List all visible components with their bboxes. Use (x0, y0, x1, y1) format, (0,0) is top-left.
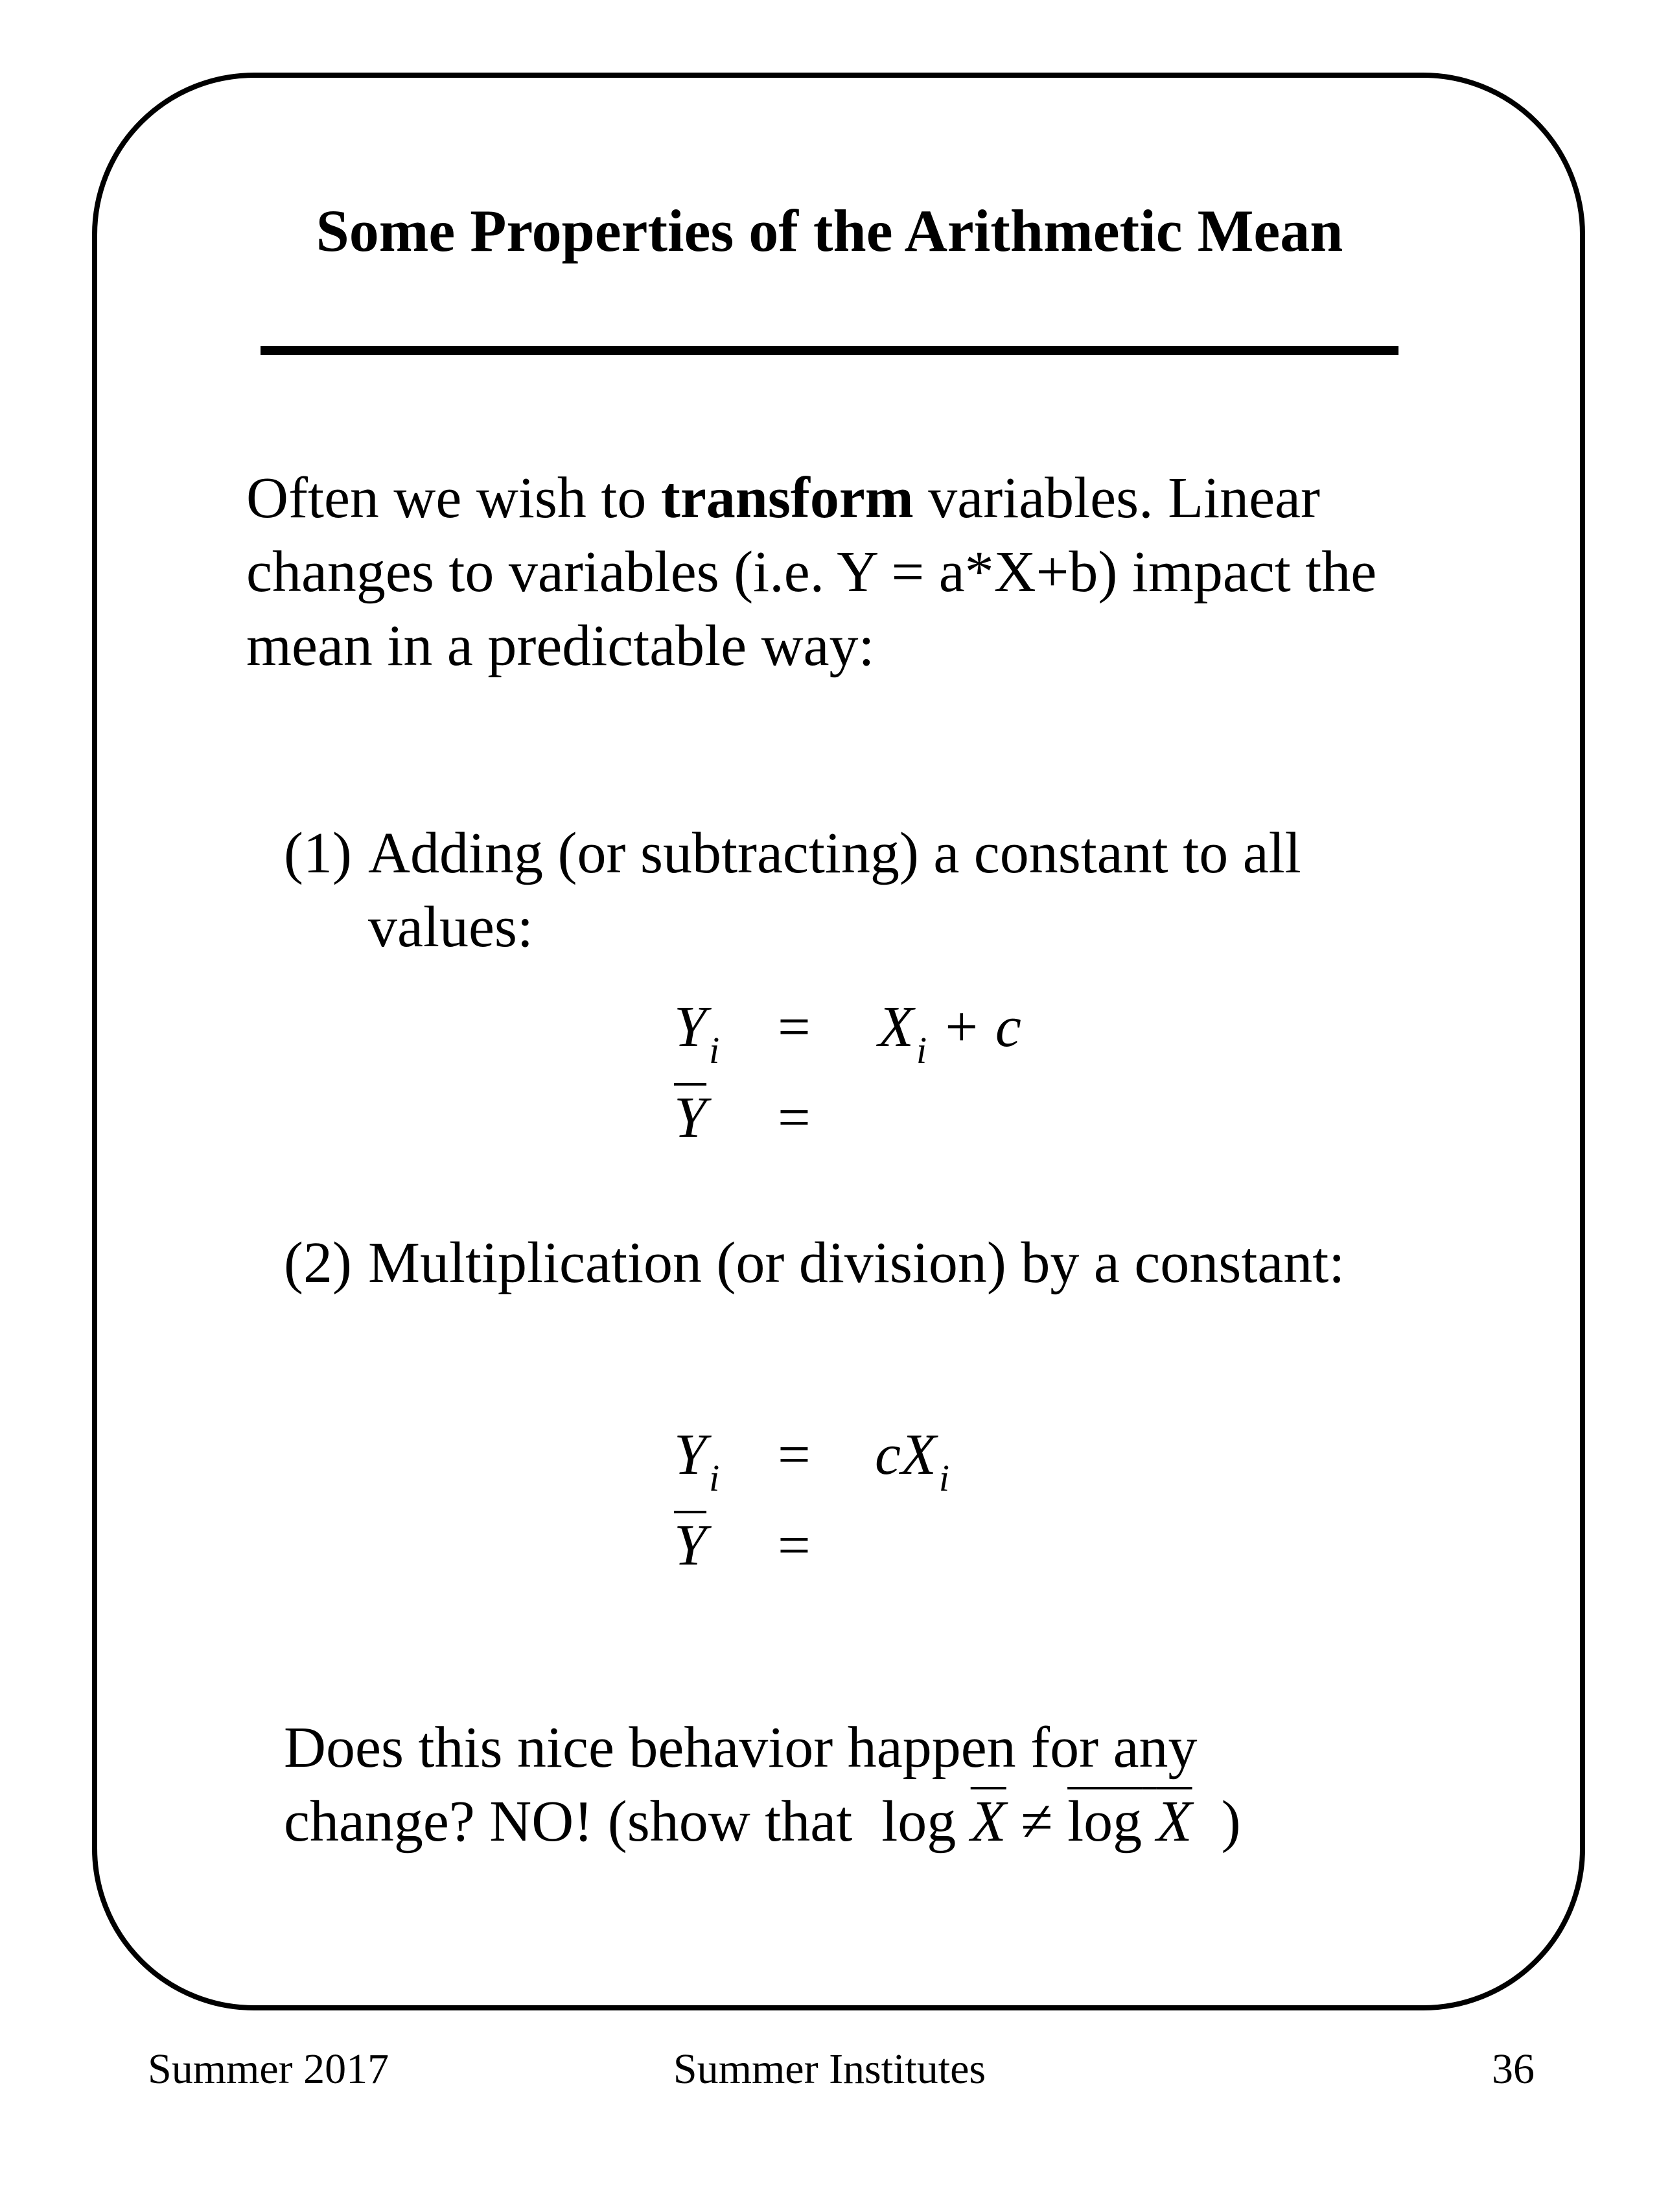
intro-paragraph (246, 461, 1478, 683)
intro-text-start: Often we wish to (246, 466, 661, 530)
closing-line-1: Does this nice behavior happen for any (284, 1716, 1198, 1780)
equation-2b-op: = (778, 1513, 811, 1578)
log-of-mean: $\log \overline{X}$ (881, 1789, 1006, 1854)
footer-left: Summer 2017 (148, 2045, 389, 2093)
title-divider (261, 346, 1398, 355)
equation-2b-lhs: $\overline{Y}$ (674, 1513, 707, 1578)
list-item-number: (2) (284, 1231, 352, 1295)
list-item-number: (1) (284, 821, 352, 885)
equation-2a-op: = (778, 1423, 811, 1487)
intro-text-end: variables. Linear changes to variables (i.e. Y = a*X+b) impact the mean in a predictable way: (246, 466, 1377, 678)
closing-line-2: change? NO! (show that $\log \overline{X} \ne \log X$ ) (284, 1789, 1241, 1854)
equation-1b-lhs: $\overline{Y}$ (674, 1086, 707, 1150)
not-equal-sign: ≠ (1021, 1789, 1053, 1854)
equation-1a-op: = (778, 995, 811, 1059)
intro-bold-word: transform (660, 466, 914, 530)
list-item-text: Adding (or subtracting) a constant to all values: (368, 821, 1301, 959)
mean-of-log: log X (1067, 1789, 1192, 1854)
equation-1b-op: = (778, 1086, 811, 1150)
page-number: 36 (1492, 2045, 1535, 2093)
equation-2a-lhs: $Y_i$ (674, 1423, 720, 1499)
closing-paragraph (284, 1711, 1450, 1859)
slide-title: Some Properties of the Arithmetic Mean (316, 198, 1343, 264)
list-item-text: Multiplication (or division) by a constant: (368, 1231, 1345, 1295)
equation-1a-lhs: $Y_i$ (674, 995, 720, 1071)
equation-2a-rhs: $cX_i$ (875, 1423, 950, 1499)
footer-center: Summer Institutes (673, 2045, 986, 2093)
equation-1a-rhs: $X_i + c$ (878, 995, 1021, 1071)
